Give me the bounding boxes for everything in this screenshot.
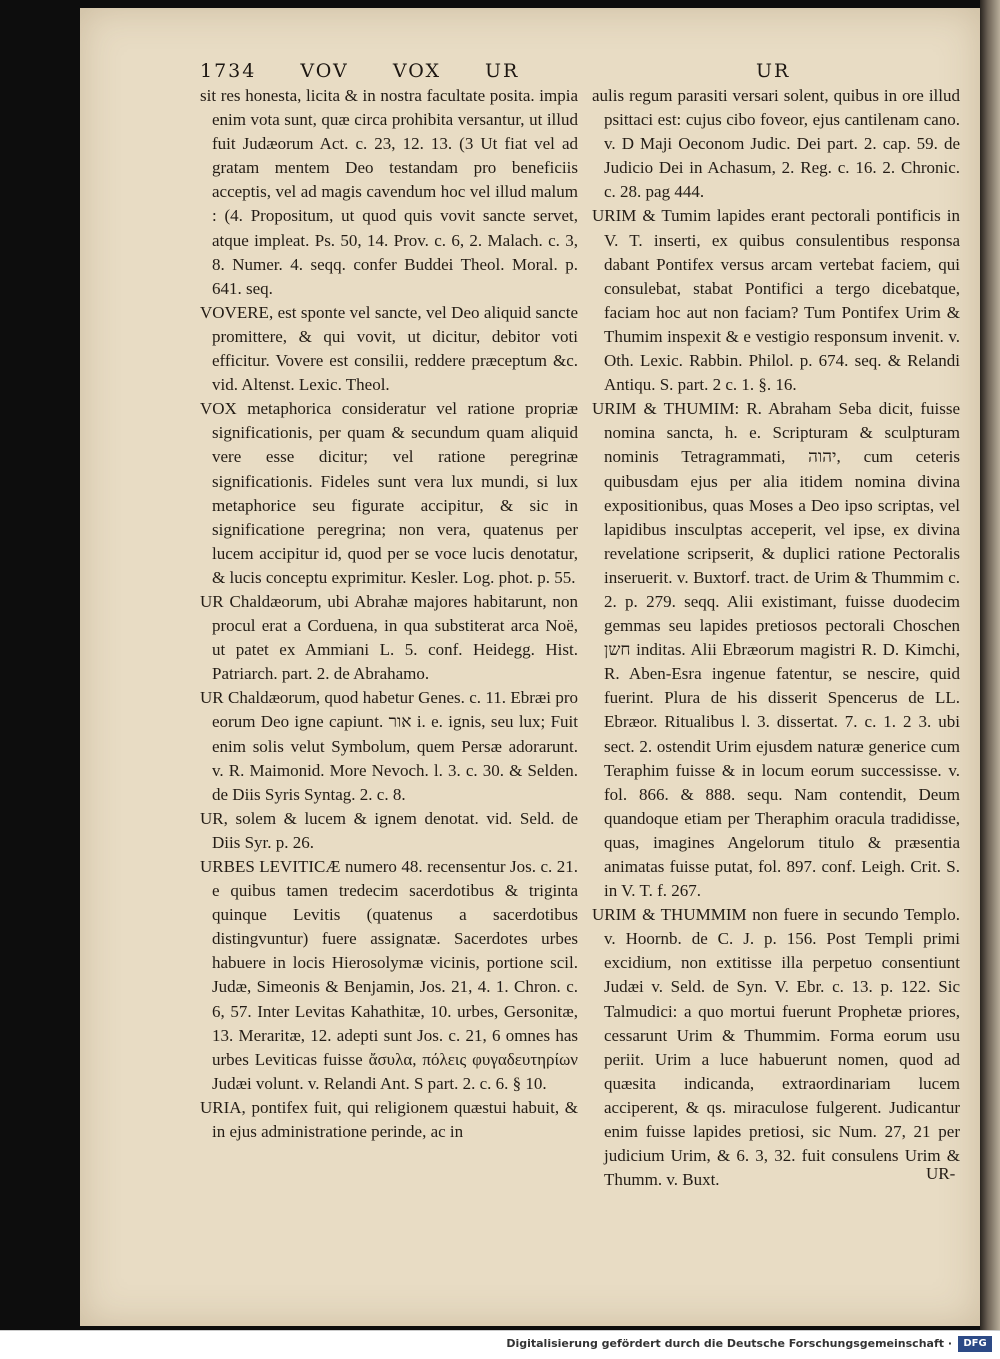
entry-text: sit res honesta, licita & in nostra facultate posita. impia enim vota sunt, quæ circa prohibita versantur, ut illud fuit Judæorum Act. c. 23, 12. 13. (3 Ut fiat vel ad gratam mentem Deo testandam pro beneficiis acceptis, vel ad magis cavendum hoc vel illud malum : (4. Propositum, ut quod quis vovit sancte servet, atque impleat. Ps. 50, 14. Prov. c. 6, 2. Malach. c. 3, 8. Numer. 4. seqq. confer Buddei Theol. Moral. p. 641. seq. xyxy=(200,86,578,298)
running-head-left xyxy=(200,60,555,82)
entry-vox: VOX metaphorica consideratur vel ratione propriæ significationis, per quam & secundum quam aliquid vere esse dicitur; vel ratione peregrinæ significationis. Fideles sunt vera lux mundi, si lux metaphorice seu figurate accipitur, & sic in significatione peregrina; non vera, quatenus per lucem accipitur id, quod per se voce lucis denotatur, & lucis conceptu exprimitur. Kesler. Log. phot. p. 55. xyxy=(200,399,578,587)
running-head-word-2: VOX xyxy=(392,60,441,82)
entry-ur-chaldaeorum-2: UR Chaldæorum, quod habetur Genes. c. 11. Ebræi pro eorum Deo igne capiunt. אור i. e. ignis, seu lux; Fuit enim solis velut Symbolum, quem Persæ adorarunt. v. R. Maimonid. More Nevoch. l. 3. c. 30. & Selden. de Diis Syris Syntag. 2. c. 8. xyxy=(200,688,579,804)
entry-ur-chaldaeorum-1: UR Chaldæorum, ubi Abrahæ majores habitarunt, non procul erat a Corduena, in qua substiterat arca Noë, ut patet ex Ammiani L. 5. conf. Heidegg. Hist. Patriarch. part. 2. de Abrahamo. xyxy=(200,591,578,684)
entry-uria: URIA, pontifex fuit, qui religionem quæstui habuit, & in ejus administratione perinde, ac in xyxy=(200,1097,578,1142)
catchword: UR- xyxy=(926,1164,956,1183)
dfg-logo-icon: DFG xyxy=(958,1336,992,1352)
page-edge xyxy=(980,0,1000,1330)
entry-urim-thumim: URIM & THUMIM: R. Abraham Seba dicit, fuisse nomina sancta, h. e. Scripturam & sculpturam nominis Tetragrammati, יהוה, cum ceteris quibusdam ejus per alia itidem nomina divina expositionibus, quas Moses a Deo ipso scriptas, vel lapidibus insculptas acceperit, vel ipse, ex divina revelatione scripserit, & duplici ratione Pectoralis inseruerit. v. Buxtorf. tract. de Urim & Thummim c. 2. p. 279. seqq. Alii existimant, fuisse duodecim gemmas seu lapides pretiosos pectorali Choschen חשן inditas. Alii Ebræorum magistri R. D. Kimchi, R. Aben-Esra ingenue fatentur, se nescire, quid fuerint. Plura de his disserit Spencerus de LL. Ebræor. Ritualibus l. 3. dissertat. 7. c. 1. 2 3. ubi sect. 2. ostendit Urim ejusdem naturæ generice cum Teraphim fuisse & in locum eorum successisse. v. fol. 866. & 888. sequ. Nam contendit, Deum quandoque etiam per Theraphim oracula tradidisse, quas, imagines Angelorum titulo & præsentia animatas fuisse putat, fol. 897. conf. Leigh. Crit. S. in V. T. f. 267. xyxy=(592,399,960,901)
right-column xyxy=(592,84,960,1192)
running-head-word-3: UR xyxy=(485,60,520,82)
entry-urbes-leviticae: URBES LEVITICÆ numero 48. recensentur Jos. c. 21. e quibus tamen tredecim sacerdotibus & triginta quinque Levitis (quatenus a sacerdotibus distingvuntur) fuere assignatæ. Sacerdotes urbes habuere in locis Hierosolymæ vicinis, portione scil. Judæ, Simeonis & Benjamin, Jos. 21, 4. 1. Chron. c. 6, 57. Inter Levitas Kahathitæ, 10. urbes, Gersonitæ, 13. Meraritæ, 12. adepti sunt Jos. c. 21, 6 omnes has urbes Leviticas fuisse ἄσυλα, πόλεις φυγαδευτηρίων Judæi volunt. v. Relandi Ant. S part. 2. c. 6. § 10. xyxy=(200,857,578,1093)
page-number: 1734 xyxy=(200,60,257,82)
running-head-word-1: VOV xyxy=(300,60,349,82)
entry-urim-thummim: URIM & THUMMIM non fuere in secundo Templo. v. Hoornb. de C. J. p. 156. Post Templi primi excidium, non extitisse illa perpetuo consentiunt Judæi v. Seld. de Syn. V. Ebr. c. 13. p. 122. Sic Talmudici: a quo mortui fuerunt Prophetæ priores, cessarunt Urim & Thummim. Forma eorum usu periit. Urim a luce habuerunt nomen, quod ad quæsita indicanda, extraordinariam lucem acciperent, & qs. miraculose fulgerent. Judicantur enim fuisse lapides pretiosi, sic Num. 27, 21 per judicium Urim, & 6. 3, 32. fuit consulens Urim & Thumm. v. Buxt. xyxy=(592,905,960,1190)
running-head-right: UR xyxy=(756,60,791,82)
entry-vovere: VOVERE, est sponte vel sancte, vel Deo aliquid sancte promittere, & qui vovit, ut dicitur, debitor voti efficitur. Vovere est consilii, reddere præceptum &c. vid. Altenst. Lexic. Theol. xyxy=(200,302,578,395)
entry-ur: UR, solem & lucem & ignem denotat. vid. Seld. de Diis Syr. p. 26. xyxy=(200,808,578,852)
entry-urim-tumim: URIM & Tumim lapides erant pectorali pontificis in V. T. inserti, ex quibus consulentibus responsa dabant Pontifex versus arcam vertebat faciem, qui consulebat, stabat Pontifici a tergo dicebatque, faciam hoc aut non faciam? Tum Pontifex Urim & Thumim inspexit & e vestigio responsum invenit. v. Oth. Lexic. Rabbin. Philol. p. 674. seq. & Relandi Antiqu. S. part. 2 c. 1. §. 16. xyxy=(592,206,960,395)
entry-continuation: aulis regum parasiti versari solent, quibus in ore illud psittaci est: cujus cibo foveor, ejus cantilenam cano. v. D Maji Oeconom Judic. Dei part. 2. cap. 59. de Judicio Dei in Achasum, 2. Reg. c. 16. 2. Chronic. c. 28. pag 444. xyxy=(592,86,960,202)
footer-credit: Digitalisierung gefördert durch die Deutsche Forschungsgemeinschaft · xyxy=(506,1337,952,1350)
footer-bar xyxy=(0,1330,1000,1359)
left-column xyxy=(200,84,578,1144)
